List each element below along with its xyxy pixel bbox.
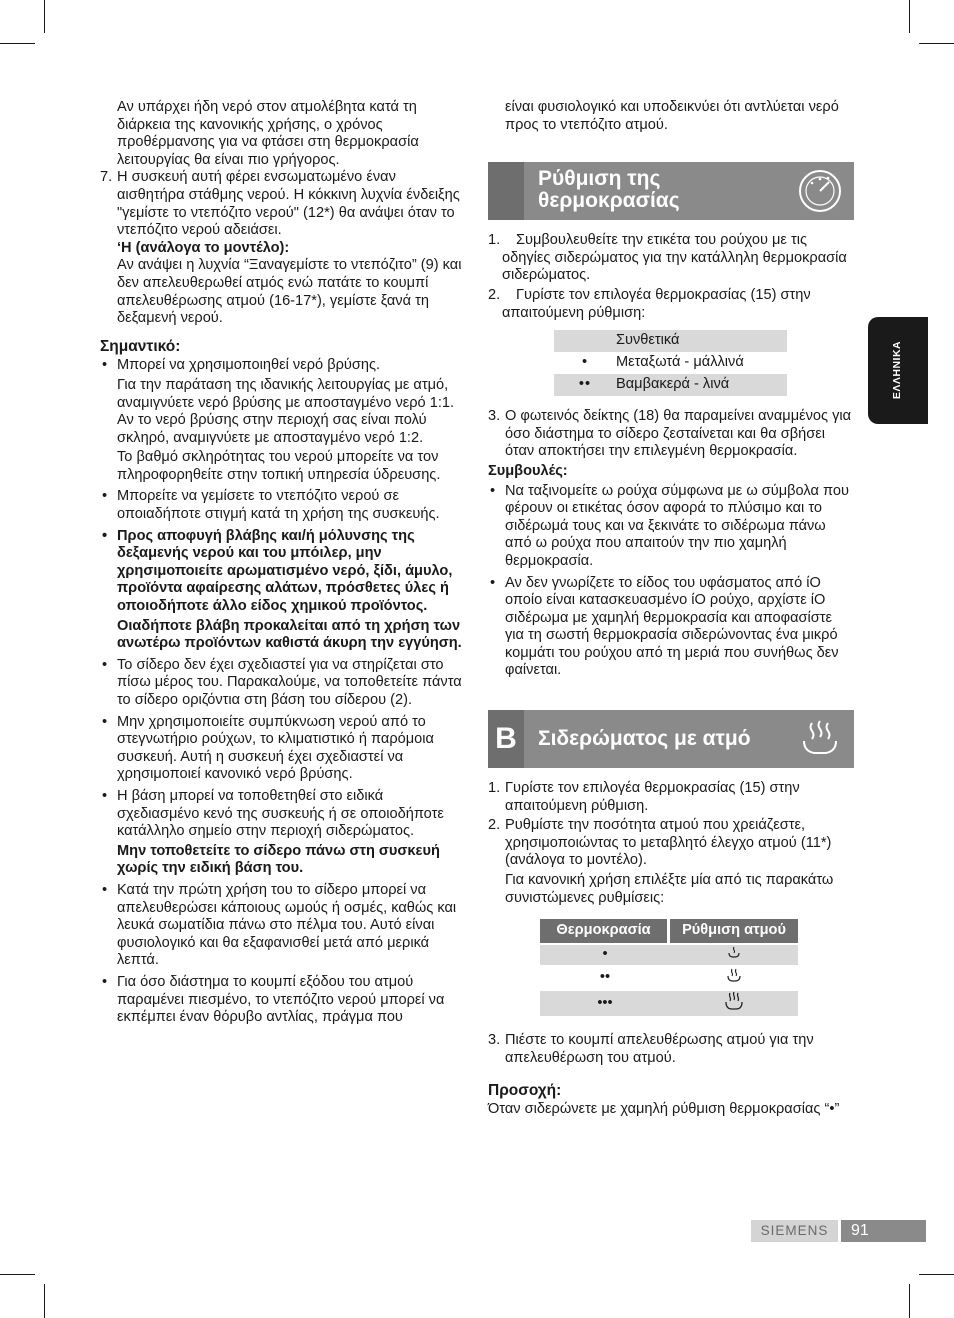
item-number: 7. bbox=[100, 169, 113, 186]
bullet: • bbox=[102, 527, 108, 544]
item-text: Η βάση μπορεί να τοποθετηθεί στο ειδικά σχεδιασμένο κενό της συσκευής ή σε οποιοδήποτε κατάλληλο σημείο στην περιοχή σιδερώματος. bbox=[117, 787, 444, 840]
section-header-steam-ironing bbox=[488, 710, 854, 768]
table-row bbox=[554, 330, 787, 352]
bullet: • bbox=[102, 787, 108, 804]
dots-cell: •• bbox=[599, 969, 611, 986]
item-text: Ρυθμίστε την ποσότητα ατμού που χρειάζεστε, χρησιμοποιώντας το μεταβλητό έλεγχο ατμού (11*) (ανάλογα το μοντέλο). bbox=[505, 817, 832, 869]
language-tab bbox=[868, 317, 928, 424]
bullet: • bbox=[102, 488, 108, 505]
table-row bbox=[540, 945, 798, 965]
important-heading: Σημαντικό: bbox=[100, 337, 181, 355]
section-header-temperature bbox=[488, 162, 854, 220]
item-text: Για όσο διάστημα το κουμπί εξόδου του ατμού παραμένει πιεσμένο, το ντεπόζιτο νερού μπορεί να εκπέμπει έναν θόρυβο αντλίας, πράγμα που bbox=[117, 973, 445, 1026]
table-row bbox=[554, 374, 787, 396]
item-text: Το σίδερο δεν έχει σχεδιαστεί για να στηρίζεται στο πίσω μέρος του. Παρακαλούμε, να τοποθετείτε πάντα το σίδερο οριζόντια στη βάση του σίδερου (2). bbox=[117, 656, 462, 708]
dots-cell: • bbox=[540, 945, 670, 965]
crop-mark bbox=[0, 43, 35, 44]
caution-text: Όταν σιδερώνετε με χαμηλή ρύθμιση θερμοκρασίας “•” bbox=[488, 1101, 840, 1118]
section-tab bbox=[488, 710, 524, 768]
item-number: 3. bbox=[488, 408, 501, 425]
paragraph: Για κανονική χρήση επιλέξτε μία από τις παρακάτω συνιστώμενες ρυθμίσεις: bbox=[505, 872, 834, 906]
numbered-item bbox=[488, 780, 854, 815]
crop-mark bbox=[44, 1284, 45, 1318]
section-title: Σιδερώματος με ατμό bbox=[538, 727, 751, 751]
list-item bbox=[488, 483, 854, 571]
list-item bbox=[100, 714, 466, 784]
steam-cell bbox=[670, 991, 798, 1017]
steam-low-icon bbox=[727, 945, 741, 959]
paragraph: είναι φυσιολογικό και υποδεικνύει ότι αντλύεται νερό προς το ντεπόζιτο ατμού. bbox=[505, 99, 839, 133]
numbered-item-7 bbox=[100, 169, 466, 239]
item-text: Μην χρησιμοποιείτε συμπύκνωση νερού από το στεγνωτήριο ρούχων, το κλιματιστικό ή παρόμοια συσκευή. Αυτή η συσκευή έχει σχεδιαστεί να χρησιμοποιεί κανονικό νερό βρύσης. bbox=[117, 713, 434, 783]
column-header-temperature: Θερμοκρασία bbox=[540, 919, 670, 943]
list-item bbox=[100, 788, 466, 841]
item-number: 2. bbox=[488, 286, 501, 303]
item-number: 1. bbox=[488, 780, 501, 797]
paragraph: Αν υπάρχει ήδη νερό στον ατμολέβητα κατά τη διάρκεια της κανονικής χρήσης, ο χρόνος προθέρμανσης για να φτάσει στη θερμοκρασία λειτουργίας θα είναι πιο γρήγορος. bbox=[117, 99, 419, 168]
right-column bbox=[488, 99, 854, 1119]
fabric-cell: Μεταξωτά - μάλλινά bbox=[616, 354, 744, 371]
dots-cell: • bbox=[581, 354, 589, 371]
paragraph: Για την παράταση της ιδανικής λειτουργίας με ατμό, αναμιγνύετε νερό βρύσης με αποσταγμένο νερό 1:1. Αν το νερό βρύσης στην περιοχή σας είναι πολύ σκληρό, αναμιγνύετε με αποσταγμένο νερό 1:2. bbox=[117, 376, 455, 446]
paragraph: Αν ανάψει η λυχνία “Ξαναγεμίστε το ντεπόζιτο” (9) και δεν απελευθερωθεί ατμός ενώ πατάτε το κουμπί απελευθέρωσης ατμού (16-17*), γεμίστε ξανά τη δεξαμενή νερού. bbox=[117, 257, 462, 327]
numbered-item bbox=[488, 232, 854, 285]
bullet: • bbox=[102, 713, 108, 730]
left-column bbox=[100, 99, 466, 1027]
section-letter: B bbox=[495, 722, 517, 756]
item-text: Ο φωτεινός δείκτης (18) θα παραμείνει αναμμένος για όσο διάστημα το σίδερο ζεσταίνεται και θα σβήσει όταν αποκτήσει την επιλεγμένη θερμοκρασία. bbox=[505, 408, 852, 460]
item-text: Κατά την πρώτη χρήση του το σίδερο μπορεί να απελευθερώσει κάποιους ωμούς ή οσμές, καθώς και λευκά σωματίδια πάνω στο πέλμα του. Αυτό είναι φυσιολογικό και θα εξαφανισθεί μετά από μερικά λεπτά. bbox=[117, 881, 457, 969]
item-text: Μπορείτε να γεμίσετε το ντεπόζιτο νερού σε οποιαδήποτε στιγμή κατά τη χρήση της συσκευής. bbox=[117, 488, 440, 523]
section-tab bbox=[488, 162, 524, 220]
fabric-cell: Βαμβακερά - λινά bbox=[616, 374, 787, 396]
steam-high-icon bbox=[724, 991, 744, 1011]
numbered-item bbox=[488, 408, 854, 461]
item-text: Να ταξινομείτε ω ρούχα σύμφωνα με ω σύμβολα που φέρουν οι ετικέτας όσον αφορά το πλύσιμο και το σιδέρωμά τους και να ξεκινάτε το σιδέρωμα πάνω από ω ρούχα που απαιτούν την πιο χαμηλή θερμοκρασία. bbox=[505, 482, 849, 569]
page-number: 91 bbox=[841, 1220, 926, 1242]
item-number: 2. bbox=[488, 817, 501, 834]
item-text: Η συσκευή αυτή φέρει ενσωματωμένο έναν αισθητήρα στάθμης νερού. Η κόκκινη λυχνία ένδειξης "γεμίστε το ντεπόζιτο νερού" (12*) θα ανάψει όταν το ντεπόζιτο νερού αδειάσει. bbox=[117, 169, 460, 239]
language-tab-label: ΕΛΛΗΝΙΚΑ bbox=[891, 340, 904, 400]
bullet: • bbox=[102, 656, 108, 673]
brand-label: SIEMENS bbox=[751, 1220, 838, 1242]
item-text: Συμβουλευθείτε την ετικέτα του ρούχου με τις οδηγίες σιδερώματος για την κατάλληλη θερμοκρασία σιδερώματος. bbox=[502, 232, 847, 284]
table-row bbox=[554, 352, 787, 374]
numbered-item bbox=[488, 287, 854, 322]
item-text: Γυρίστε τον επιλογέα θερμοκρασίας (15) στην απαιτούμενη ρύθμιση: bbox=[502, 286, 811, 321]
caution-heading: Προσοχή: bbox=[488, 1081, 562, 1099]
list-item bbox=[100, 357, 466, 375]
list-item bbox=[100, 528, 466, 616]
fabric-cell: Συνθετικά bbox=[616, 330, 787, 352]
list-item bbox=[100, 657, 466, 710]
crop-mark bbox=[44, 0, 45, 33]
crop-mark bbox=[909, 0, 910, 33]
list-item bbox=[100, 488, 466, 523]
column-header-steam: Ρύθμιση ατμού bbox=[670, 919, 798, 943]
section-title: Ρύθμιση της θερμοκρασίας bbox=[538, 167, 680, 213]
dots-cell: •• bbox=[554, 374, 616, 396]
steam-medium-icon bbox=[726, 967, 742, 983]
item-number: 1. bbox=[488, 232, 501, 249]
table-row bbox=[540, 991, 798, 1017]
crop-mark bbox=[919, 1274, 954, 1275]
base-warning: Μην τοποθετείτε το σίδερο πάνω στη συσκευή χωρίς την ειδική βάση του. bbox=[117, 842, 440, 877]
list-item bbox=[100, 882, 466, 970]
steam-cell bbox=[670, 967, 798, 989]
dots-cell: ••• bbox=[540, 991, 670, 1017]
list-item bbox=[100, 974, 466, 1027]
temperature-table bbox=[554, 330, 787, 396]
model-note-heading: ‘Η (ανάλογα το μοντέλο): bbox=[117, 239, 290, 256]
item-text: Αν δεν γνωρίζετε το είδος του υφάσματος από ίΟ οποίο είναι κατασκευασμένο ίΟ ρούχο, αρχίστε ίΟ σιδέρωμα με χαμηλή θερμοκρασία και αποφασίστε για τη σωστή θερμοκρασία σιδερώνοντας ένα μικρό κομμάτι του ρούχου από τη μεριά που συνήθως δεν φαίνεται. bbox=[505, 574, 839, 679]
item-text: Προς αποφυγή βλάβης και/ή μόλυνσης της δεξαμενής νερού και του μπόιλερ, μην χρησιμοποιείτε αρωματισμένο νερό, ξίδι, άμυλο, προϊόντα αφαίρεσης αλάτων, πρόσθετες ύλες ή οποιοδήποτε άλλο είδος χημικού προϊόντος. bbox=[117, 527, 453, 615]
numbered-item bbox=[488, 1032, 854, 1067]
tips-heading: Συμβουλές: bbox=[488, 462, 568, 479]
bullet: • bbox=[102, 881, 108, 898]
warranty-warning: Οιαδήποτε βλάβη προκαλείται από τη χρήση των ανωτέρω προϊόντων καθιστά άκυρη την εγγύηση. bbox=[117, 617, 462, 652]
bullet: • bbox=[102, 357, 108, 374]
steam-iron-icon bbox=[798, 717, 842, 761]
item-text: Μπορεί να χρησιμοποιηθεί νερό βρύσης. bbox=[117, 357, 381, 374]
dots-cell bbox=[554, 330, 616, 352]
bullet: • bbox=[490, 574, 496, 591]
item-text: Πιέστε το κουμπί απελευθέρωσης ατμού για την απελευθέρωση του ατμού. bbox=[505, 1032, 814, 1066]
steam-cell bbox=[670, 945, 798, 965]
crop-mark bbox=[0, 1274, 35, 1275]
bullet: • bbox=[490, 482, 496, 499]
table-row bbox=[540, 967, 798, 989]
table-header-row bbox=[540, 919, 798, 943]
list-item bbox=[488, 575, 854, 681]
paragraph: Το βαθμό σκληρότητας του νερού μπορείτε να τον πληροφορηθείτε στην τοπική υπηρεσία ύδρευσης. bbox=[117, 449, 441, 483]
item-text: Γυρίστε τον επιλογέα θερμοκρασίας (15) στην απαιτούμενη ρύθμιση. bbox=[505, 780, 800, 814]
temperature-dial-icon bbox=[798, 169, 842, 213]
numbered-item bbox=[488, 817, 854, 870]
crop-mark bbox=[909, 1284, 910, 1318]
steam-settings-table bbox=[540, 917, 798, 1018]
crop-mark bbox=[919, 43, 954, 44]
item-number: 3. bbox=[488, 1032, 501, 1049]
bullet: • bbox=[102, 973, 108, 990]
